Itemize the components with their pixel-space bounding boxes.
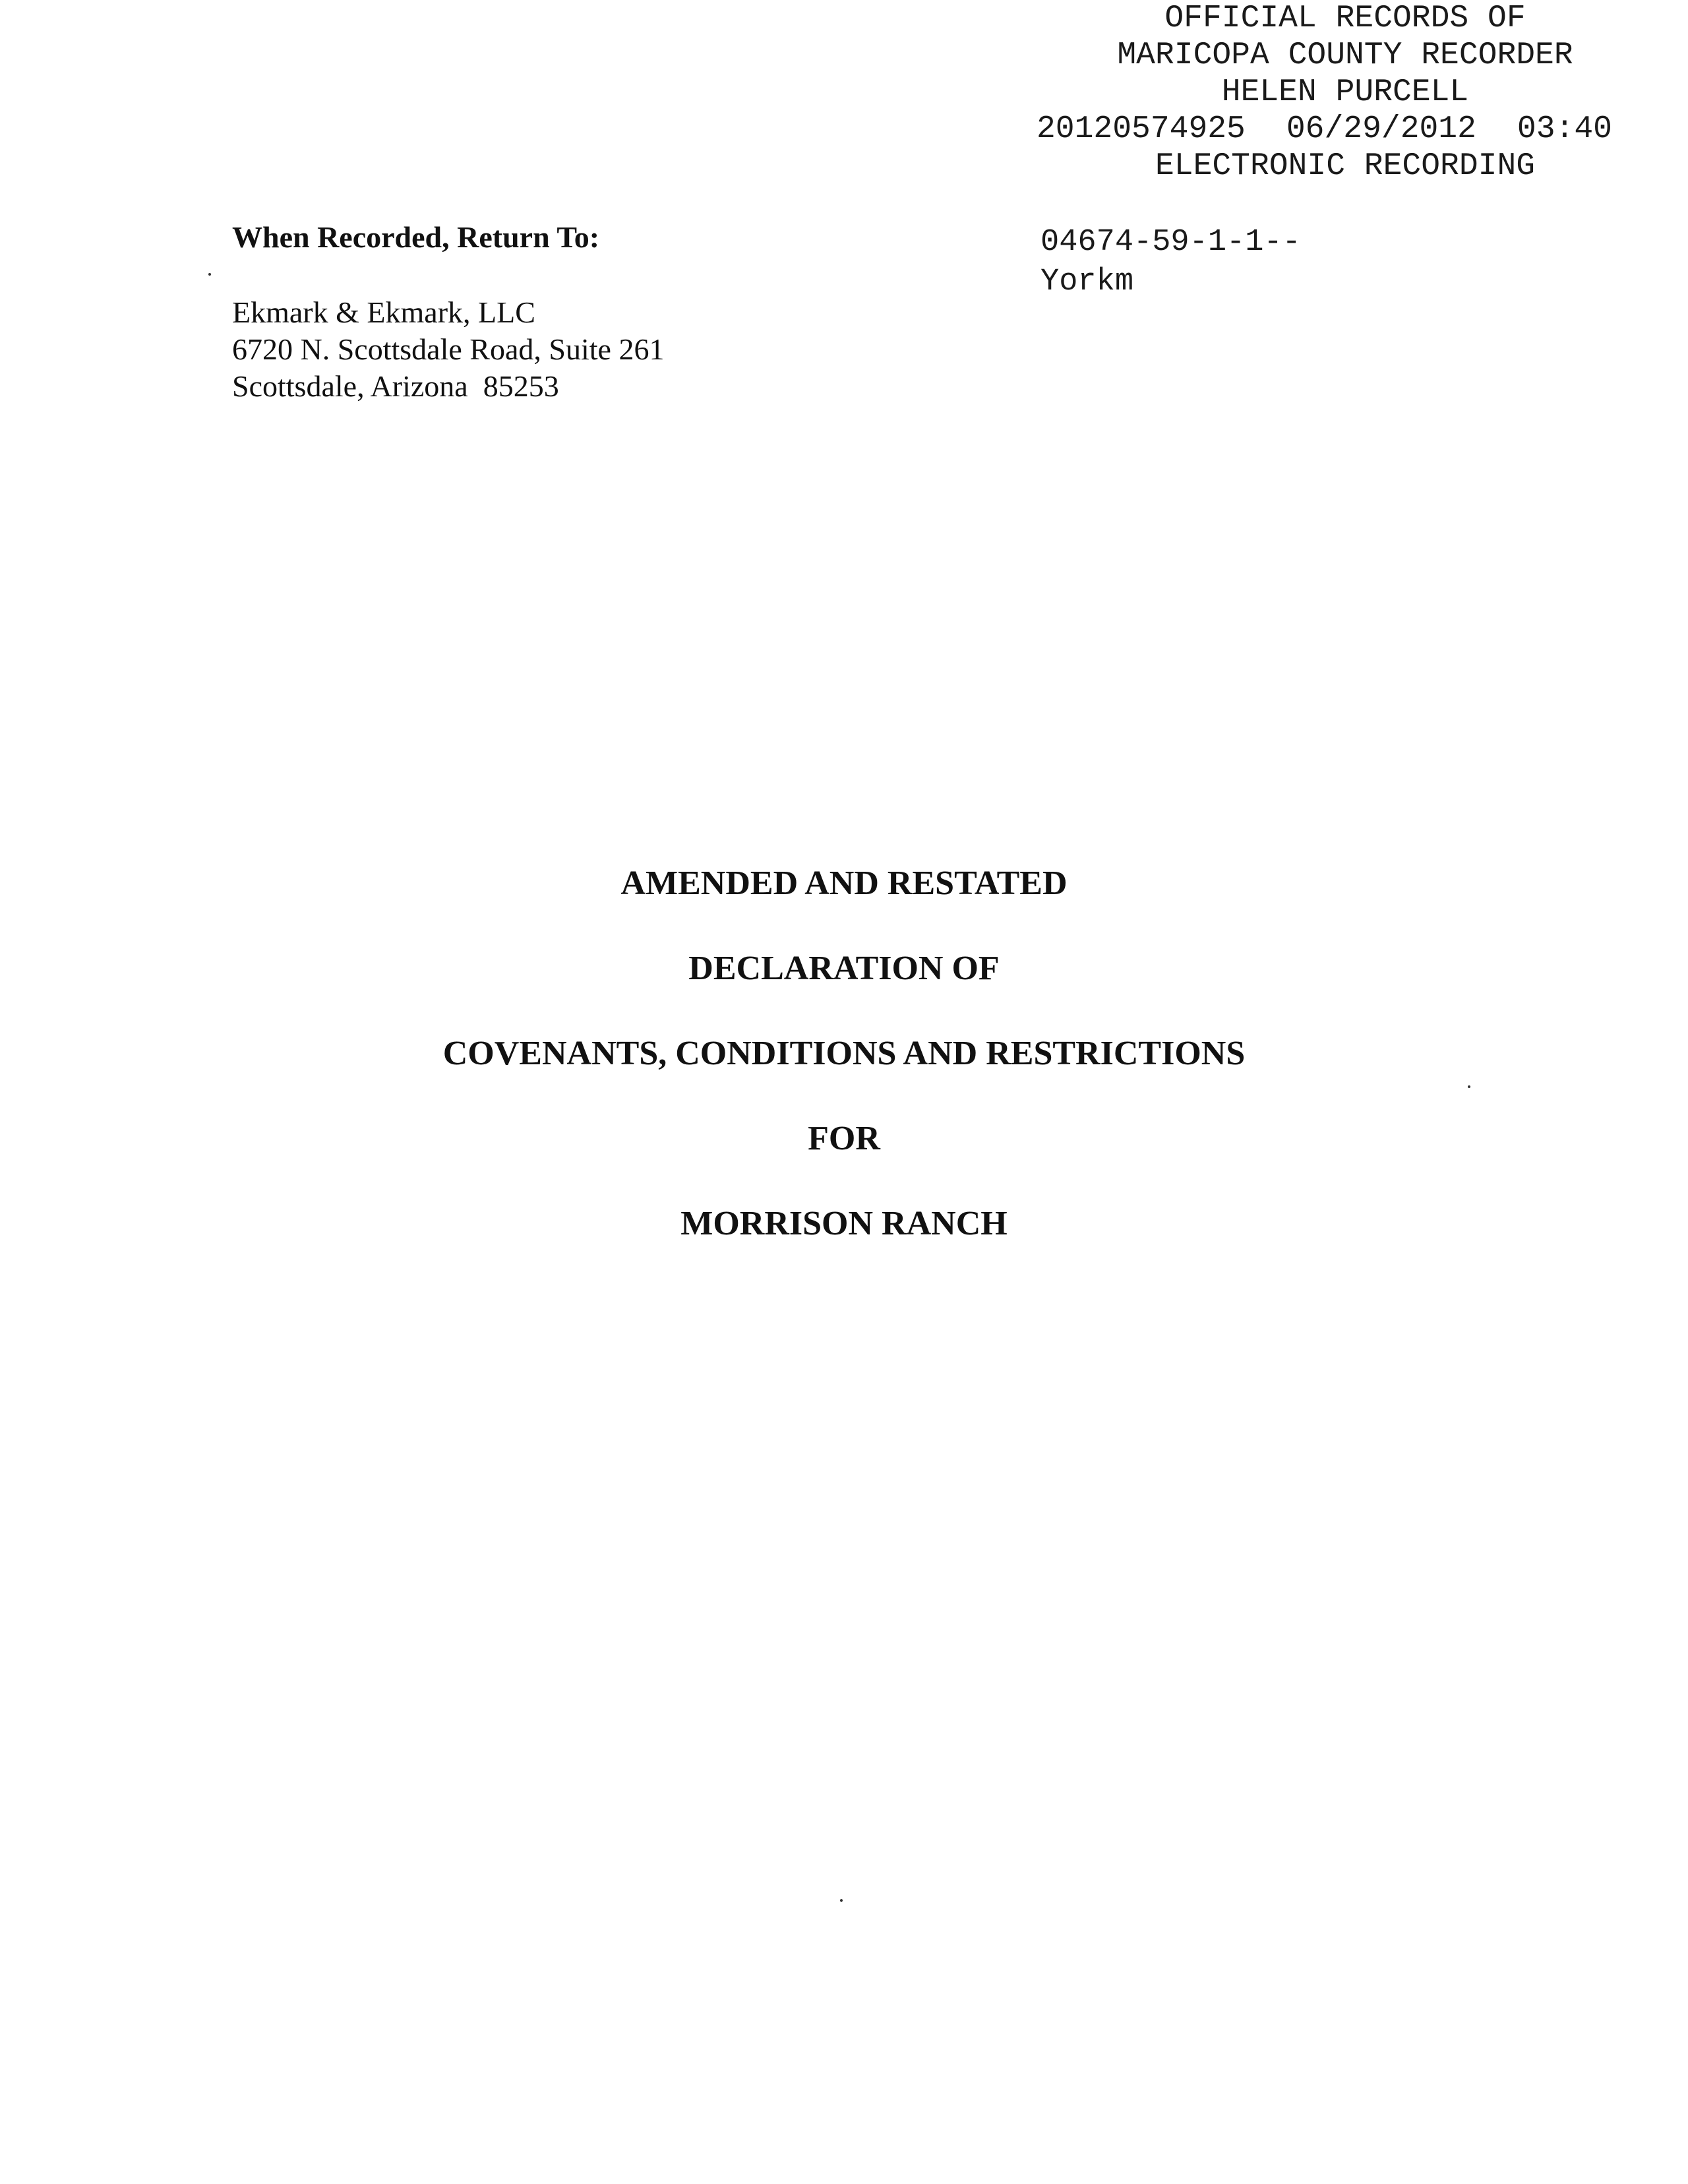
title-line: COVENANTS, CONDITIONS AND RESTRICTIONS — [442, 1035, 1246, 1072]
stamp-record-info — [1029, 111, 1662, 148]
scan-speck — [840, 1899, 843, 1902]
reference-code: 04674-59-1-1-- — [1040, 225, 1301, 260]
stamp-recorder-name: HELEN PURCELL — [1221, 75, 1469, 110]
stamp-official-records: OFFICIAL RECORDS OF — [1164, 1, 1526, 36]
record-time: 03:40 — [1517, 111, 1612, 147]
return-address — [232, 294, 664, 405]
recorder-stamp — [1029, 0, 1662, 185]
title-line: AMENDED AND RESTATED — [620, 864, 1068, 902]
document-title — [0, 864, 1688, 1289]
return-address-line: Scottsdale, Arizona 85253 — [232, 369, 559, 403]
stamp-electronic-recording: ELECTRONIC RECORDING — [1155, 148, 1536, 184]
title-line: FOR — [808, 1120, 880, 1157]
record-number: 20120574925 — [1037, 111, 1246, 147]
return-to-heading: When Recorded, Return To: — [232, 220, 600, 254]
scan-speck — [208, 273, 211, 276]
title-line: MORRISON RANCH — [680, 1205, 1008, 1242]
stamp-county-recorder: MARICOPA COUNTY RECORDER — [1117, 38, 1573, 73]
return-address-line: 6720 N. Scottsdale Road, Suite 261 — [232, 332, 665, 366]
reference-block — [1040, 223, 1301, 302]
return-to-block — [232, 219, 664, 405]
title-line: DECLARATION OF — [688, 950, 1000, 987]
record-date: 06/29/2012 — [1286, 111, 1476, 147]
return-address-line: Ekmark & Ekmark, LLC — [232, 295, 535, 329]
scan-speck — [1468, 1085, 1470, 1088]
reference-user: Yorkm — [1040, 264, 1134, 299]
